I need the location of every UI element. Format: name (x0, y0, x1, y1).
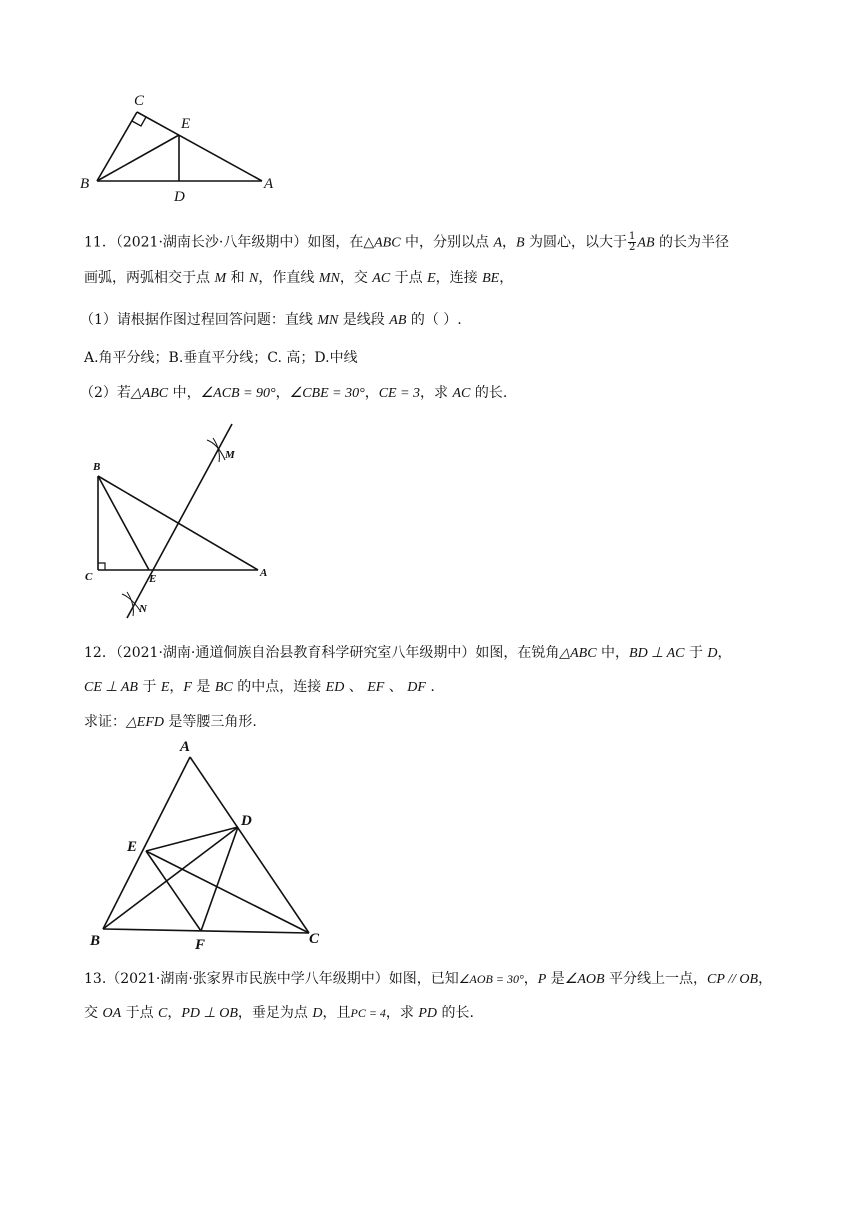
segment-be (97, 135, 179, 181)
figure-q10 (70, 85, 290, 210)
label-a: A (264, 176, 274, 192)
segment-bd (103, 827, 238, 929)
segment-ca (137, 112, 262, 181)
figure-q11 (75, 418, 285, 623)
label-b: B (93, 461, 101, 473)
figure-q12 (85, 735, 335, 955)
q13-line2: 交 OA 于点 C，PD ⊥ OB，垂足为点 D，且PC = 4，求 PD 的长. (84, 1005, 474, 1021)
q11-part2: （2）若△ABC 中，∠ACB = 90°，∠CBE = 30°，CE = 3，求 AC 的长. (80, 385, 508, 401)
segment-ac (190, 757, 309, 933)
label-e: E (181, 116, 191, 132)
label-d: D (241, 813, 252, 829)
q11-options: A.角平分线；B.垂直平分线；C. 高；D.中线 (84, 350, 358, 366)
figure-q11-svg (75, 418, 285, 623)
segment-df (201, 827, 238, 931)
q11-part1: （1）请根据作图过程回答问题：直线 MN 是线段 AB 的（ ）. (80, 312, 462, 328)
q11-line1: 11．（2021·湖南长沙·八年级期中）如图，在△ABC 中，分别以点 A，B 为圆心，以大于 $\frac{1}{2}$ AB 的长为半径 (84, 231, 729, 253)
q13-line1: 13.（2021·湖南·张家界市民族中学八年级期中）如图，已知∠AOB = 30°，P 是∠AOB 平分线上一点，CP // OB， (84, 971, 773, 987)
q12-proof: 求证：△EFD 是等腰三角形. (84, 714, 257, 730)
label-c: C (309, 931, 320, 947)
label-a: A (180, 739, 191, 755)
segment-ed (146, 827, 238, 851)
label-b: B (90, 933, 101, 949)
right-angle-mark-c (98, 563, 105, 570)
label-f: F (195, 937, 206, 953)
label-a: A (260, 567, 268, 579)
label-c: C (85, 571, 93, 583)
figure-q10-svg (70, 85, 290, 210)
q11-line2: 画弧，两弧相交于点 M 和 N，作直线 MN，交 AC 于点 E，连接 BE， (84, 270, 514, 286)
label-n: N (139, 603, 147, 615)
segment-ce (146, 851, 309, 933)
fraction-one-half: $\frac{1}{2}$ (629, 231, 636, 253)
q12-line2: CE ⊥ AB 于 E，F 是 BC 的中点，连接 ED 、 EF 、 DF . (84, 679, 435, 695)
label-d: D (174, 189, 185, 205)
q12-line1: 12．（2021·湖南·通道侗族自治县教育科学研究室八年级期中）如图，在锐角△ABC 中，BD ⊥ AC 于 D， (84, 645, 732, 661)
label-b: B (80, 176, 90, 192)
line-mn (127, 424, 232, 618)
label-c: C (134, 93, 145, 109)
segment-bc (103, 929, 309, 933)
label-e: E (149, 573, 157, 585)
label-e: E (127, 839, 138, 855)
figure-q12-svg (85, 735, 335, 955)
label-m: M (225, 449, 235, 461)
